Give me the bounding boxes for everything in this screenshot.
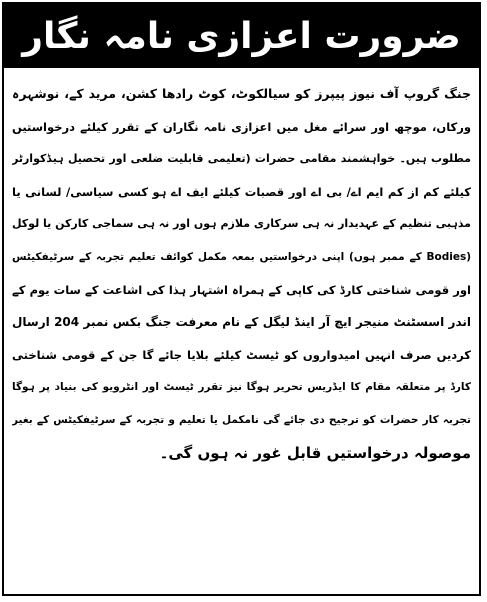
- body-line-11: تجربہ کار حضرات کو ترجیح دی جائے گی نامکمل یا تعلیم و تجربہ کے سرٹیفکیٹس کے بغیر: [12, 413, 471, 426]
- body-line-7: اور قومی شناختی کارڈ کی کاپی کے ہمراہ اشتہار ہذا کی اشاعت کے سات یوم کے: [12, 282, 471, 297]
- body-line-9: کردیں صرف انہیں امیدواروں کو ٹیسٹ کیلئے بلایا جائے گا جن کے قومی شناختی: [12, 347, 471, 362]
- body-line-4: کیلئے کم از کم ایم اے/ بی اے اور قصبات کیلئے ایف اے ہو کسی سیاسی/ لسانی یا: [12, 184, 471, 199]
- body-line-3: مطلوب ہیں۔ خواہشمند مقامی حضرات (تعلیمی قابلیت ضلعی اور تحصیل ہیڈکوارٹر: [12, 152, 471, 166]
- body-line-2: ورکاں، موچھ اور سرائے مغل میں اعزازی نامہ نگاران کے تقرر کیلئے درخواستیں: [12, 119, 471, 134]
- headline-banner: [4, 4, 479, 68]
- body-line-10: کارڈ پر متعلقہ مقام کا ایڈریس تحریر ہوگا نیز تقرر ٹیسٹ اور انٹرویو کی بنیاد پر ہوگا: [12, 381, 471, 394]
- headline-title: ضرورت اعزازی نامہ نگار: [22, 15, 461, 57]
- body-line-12: موصولہ درخواستیں قابل غور نہ ہوں گی۔: [159, 443, 471, 462]
- body-line-1: جنگ گروپ آف نیوز پیپرز کو سیالکوٹ، کوٹ رادھا کشن، مرید کے، نوشہرہ: [12, 86, 471, 101]
- advertisement-body: [12, 78, 471, 469]
- body-line-6: (Bodies کے ممبر ہوں) اپنی درخواستیں بمعہ مکمل کوائف تعلیم تجربہ کے سرٹیفکیٹس: [12, 250, 471, 263]
- body-line-8: اندر اسسٹنٹ منیجر ایچ آر اینڈ لیگل کے نام معرفت جنگ بکس نمبر 204 ارسال: [12, 315, 471, 330]
- body-line-5: مذہبی تنظیم کے عہدیدار نہ ہی سرکاری ملازم ہوں اور نہ ہی سماجی کارکن یا لوکل: [12, 217, 471, 231]
- job-advertisement: [2, 2, 481, 596]
